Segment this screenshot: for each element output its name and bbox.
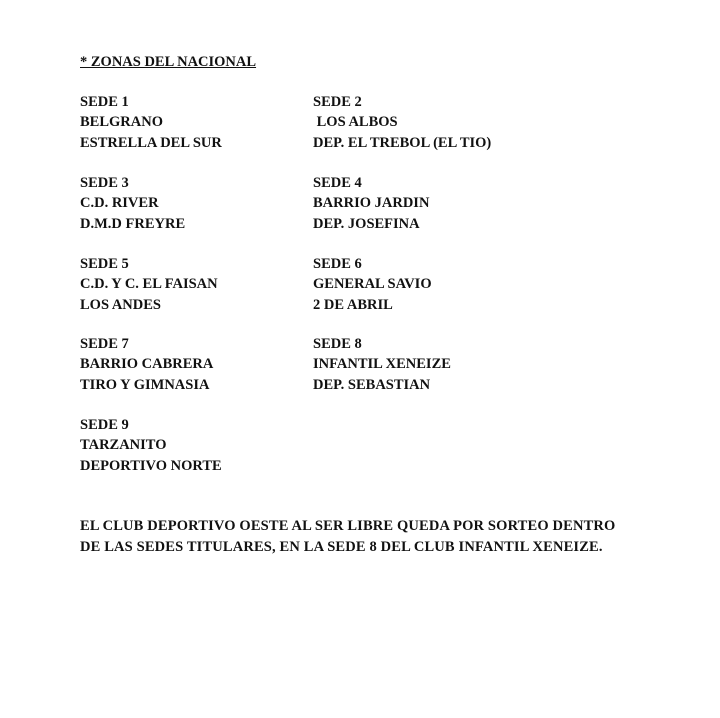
team-name: INFANTIL XENEIZE [313,356,451,373]
team-name: BARRIO JARDIN [313,195,430,212]
zone-sede-7 [80,334,213,395]
sede-label: SEDE 6 [313,256,362,272]
zone-sede-8 [313,334,451,395]
zone-sede-6 [313,254,432,315]
zone-sede-2 [313,92,491,153]
team-name: TARZANITO [80,437,167,454]
team-name: 2 DE ABRIL [313,296,393,313]
team-name: C.D. Y C. EL FAISAN [80,276,218,293]
team-name: D.M.D FREYRE [80,215,186,232]
team-name: LOS ANDES [80,296,161,313]
team-name: DEP. EL TREBOL (EL TIO) [313,134,492,151]
sede-label: SEDE 7 [80,336,129,352]
sede-label: SEDE 2 [313,94,362,110]
footer-line-2: DE LAS SEDES TITULARES, EN LA SEDE 8 DEL CLUB INFANTIL XENEIZE. [80,538,603,555]
team-name: GENERAL SAVIO [313,276,432,293]
sede-label: SEDE 8 [313,336,362,352]
team-name: C.D. RIVER [80,195,159,212]
team-name: DEP. SEBASTIAN [313,376,431,393]
team-name: TIRO Y GIMNASIA [80,376,210,393]
document-title: * ZONAS DEL NACIONAL [80,54,257,70]
team-name: DEPORTIVO NORTE [80,457,222,474]
zone-sede-5 [80,254,218,315]
team-name: BARRIO CABRERA [80,356,214,373]
zone-sede-1 [80,92,222,153]
team-name: DEP. JOSEFINA [313,215,420,232]
footer-note [80,516,660,557]
team-name: LOS ALBOS [313,114,398,131]
zone-sede-3 [80,173,185,234]
sede-label: SEDE 1 [80,94,129,110]
zone-sede-9 [80,415,222,476]
zone-sede-4 [313,173,429,234]
sede-label: SEDE 5 [80,256,129,272]
footer-line-1: EL CLUB DEPORTIVO OESTE AL SER LIBRE QUEDA POR SORTEO DENTRO [80,518,616,534]
team-name: ESTRELLA DEL SUR [80,134,222,151]
sede-label: SEDE 9 [80,417,129,433]
team-name: BELGRANO [80,114,163,131]
sede-label: SEDE 3 [80,175,129,191]
sede-label: SEDE 4 [313,175,362,191]
